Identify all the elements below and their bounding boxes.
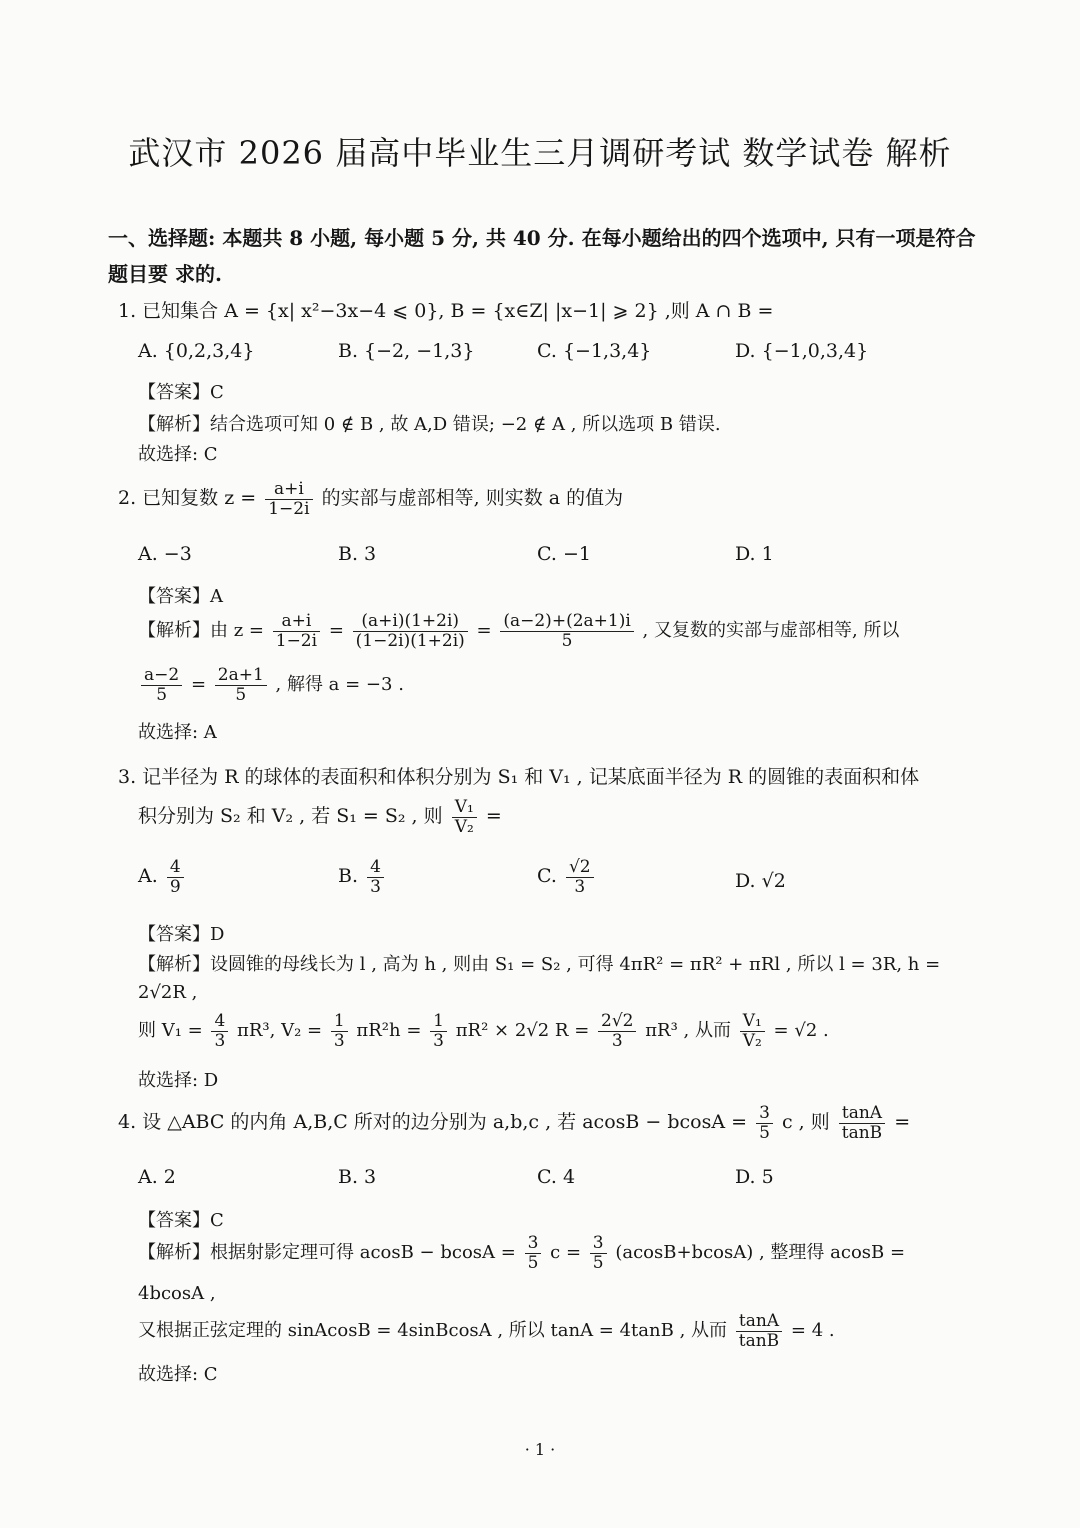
q4-l1-f1-den: 5: [527, 1252, 539, 1273]
q3-l3-d: πR² × 2√2 R =: [455, 1020, 590, 1042]
q3-opt-a-fraction: [167, 858, 184, 896]
q3-l3-frac-3: [430, 1012, 447, 1050]
q2-f2-den: (1−2i)(1+2i): [355, 630, 465, 651]
q3-l3-frac-2: [331, 1012, 348, 1050]
section-heading: 一、选择题: 本题共 8 小题, 每小题 5 分, 共 40 分. 在每小题给出的四个选项中, 只有一项是符合题目要 求的.: [108, 226, 976, 286]
q2-equals-3: =: [190, 674, 207, 696]
q2-f5-den: 5: [235, 684, 247, 705]
q1-option-c: C. {−1,3,4}: [537, 340, 652, 362]
q3-opt-c-num: √2: [566, 858, 594, 878]
q2-stem-frac-num: a+i: [265, 480, 312, 500]
page-number: · 1 ·: [524, 1440, 556, 1459]
q3-stem-line1: 3. 记半径为 R 的球体的表面积和体积分别为 S₁ 和 V₁ , 记某底面半径为 R 的圆锥的表面积和体: [118, 766, 920, 788]
q4-answer: 【答案】C: [138, 1210, 224, 1231]
q3-l3-f1-den: 3: [214, 1030, 226, 1051]
q4-l1-c: (acosB+bcosA) , 整理得 acosB =: [615, 1242, 906, 1264]
q4-stem-frac-2: [839, 1104, 885, 1142]
q3-stem-line2-suffix: =: [485, 805, 502, 828]
q1-answer: 【答案】C: [138, 382, 224, 403]
q4-option-b: B. 3: [338, 1166, 377, 1188]
q2-f3-den: 5: [561, 630, 573, 651]
q4-l1-frac-2: [590, 1234, 607, 1272]
q3-choice: 故选择: D: [138, 1070, 219, 1091]
q4-choice: 故选择: C: [138, 1364, 218, 1385]
q3-opt-b-den: 3: [370, 876, 381, 897]
q2-option-b: B. 3: [338, 543, 377, 565]
q2-stem-fraction: [265, 480, 312, 518]
q2-analysis-line2-suffix: , 解得 a = −3 .: [275, 674, 404, 696]
q3-option-a: [138, 858, 187, 896]
q4-stem-frac-1: [756, 1104, 773, 1142]
q4-option-d: D. 5: [735, 1166, 774, 1188]
q2-equals-2: =: [476, 620, 492, 642]
q2-stem: [118, 480, 623, 518]
q2-analysis-prefix: 【解析】由 z =: [138, 620, 265, 642]
q3-opt-b-num: 4: [367, 858, 384, 878]
q4-l3-f-num: tanA: [736, 1312, 782, 1332]
q4-stem-f1-num: 3: [756, 1104, 773, 1124]
q3-option-b: [338, 858, 387, 896]
q2-f1-num: a+i: [273, 612, 320, 632]
q2-analysis-suffix: , 又复数的实部与虚部相等, 所以: [642, 620, 900, 642]
q3-answer: 【答案】D: [138, 924, 225, 945]
q2-analysis-frac-1: [273, 612, 320, 650]
q3-l3-f5-den: V₂: [742, 1030, 762, 1051]
q4-l1-b: c =: [550, 1242, 582, 1264]
q1-option-b: B. {−2, −1,3}: [338, 340, 475, 362]
q3-stem-frac-num: V₁: [452, 798, 477, 818]
q4-stem-mid: c , 则: [781, 1111, 830, 1134]
q3-opt-b-label: B.: [338, 865, 359, 888]
q4-option-c: C. 4: [537, 1166, 576, 1188]
q2-equals-1: =: [328, 620, 344, 642]
q4-l1-f1-num: 3: [525, 1234, 542, 1254]
q3-l3-e: πR³ , 从而: [645, 1020, 731, 1042]
q3-l3-f4-den: 3: [611, 1030, 623, 1051]
q2-stem-suffix: 的实部与虚部相等, 则实数 a 的值为: [321, 487, 624, 510]
q2-f4-den: 5: [156, 684, 168, 705]
q3-l3-f2-den: 3: [333, 1030, 345, 1051]
q3-option-c: [537, 858, 597, 896]
q4-stem-f2-num: tanA: [839, 1104, 885, 1124]
q3-l3-frac-4: [598, 1012, 636, 1050]
q4-stem-suffix: =: [894, 1111, 911, 1134]
q2-option-d: D. 1: [735, 543, 774, 565]
q3-opt-a-num: 4: [167, 858, 184, 878]
q4-stem-prefix: 4. 设 △ABC 的内角 A,B,C 所对的边分别为 a,b,c , 若 acosB − bcosA =: [118, 1111, 748, 1134]
q2-analysis-frac-2: [353, 612, 468, 650]
q4-l3-f-den: tanB: [738, 1330, 780, 1351]
q3-l3-c: πR²h =: [356, 1020, 422, 1042]
q3-analysis-line3: [138, 1012, 829, 1050]
q3-stem-line2: [138, 798, 502, 836]
q4-analysis-line3: [138, 1312, 835, 1350]
q3-opt-c-den: 3: [574, 876, 586, 897]
q3-l3-f1-num: 4: [211, 1012, 228, 1032]
q4-analysis-line1: [138, 1234, 905, 1272]
q3-analysis-line2: 2√2R ,: [138, 982, 198, 1003]
q4-l3-frac: [736, 1312, 782, 1350]
q4-l1-a: 【解析】根据射影定理可得 acosB − bcosA =: [138, 1242, 516, 1264]
q2-f1-den: 1−2i: [275, 630, 318, 651]
q2-option-a: A. −3: [138, 543, 192, 565]
q2-f2-num: (a+i)(1+2i): [353, 612, 468, 632]
q4-l1-f2-den: 5: [592, 1252, 604, 1273]
q3-option-d: D. √2: [735, 870, 786, 892]
q2-analysis-frac-4: [141, 666, 182, 704]
q4-l1-f2-num: 3: [590, 1234, 607, 1254]
q1-option-d: D. {−1,0,3,4}: [735, 340, 869, 362]
q4-l3-a: 又根据正弦定理的 sinAcosB = 4sinBcosA , 所以 tanA = 4tanB , 从而: [138, 1320, 728, 1342]
q2-analysis-frac-5: [215, 666, 267, 704]
q3-l3-b: πR³, V₂ =: [237, 1020, 323, 1042]
q2-analysis-frac-3: [500, 612, 633, 650]
q1-option-a: A. {0,2,3,4}: [138, 340, 255, 362]
q2-f3-num: (a−2)+(2a+1)i: [500, 612, 633, 632]
q3-l3-f3-num: 1: [430, 1012, 447, 1032]
q4-stem-f1-den: 5: [759, 1122, 770, 1143]
page-title: 武汉市 2026 届高中毕业生三月调研考试 数学试卷 解析: [128, 134, 952, 172]
q3-opt-a-label: A.: [138, 865, 158, 888]
q3-l3-f5-num: V₁: [740, 1012, 765, 1032]
q2-analysis-line1: [138, 612, 899, 650]
q4-stem-f2-den: tanB: [841, 1122, 883, 1143]
q3-l3-frac-1: [211, 1012, 228, 1050]
q4-analysis-line2: 4bcosA ,: [138, 1283, 216, 1304]
q3-opt-c-fraction: [566, 858, 594, 896]
q3-l3-frac-5: [740, 1012, 765, 1050]
q3-l3-a: 则 V₁ =: [138, 1020, 203, 1042]
q3-l3-f4-num: 2√2: [598, 1012, 636, 1032]
q3-analysis-line1: 【解析】设圆锥的母线长为 l , 高为 h , 则由 S₁ = S₂ , 可得 4πR² = πR² + πRl , 所以 l = 3R, h =: [138, 954, 941, 975]
q3-l3-f3-den: 3: [433, 1030, 444, 1051]
q2-f4-num: a−2: [141, 666, 182, 686]
q2-option-c: C. −1: [537, 543, 591, 565]
q4-l3-b: = 4 .: [790, 1320, 835, 1342]
q2-choice: 故选择: A: [138, 722, 217, 743]
q4-l1-frac-1: [525, 1234, 542, 1272]
q3-opt-c-label: C.: [537, 865, 557, 888]
q3-opt-a-den: 9: [169, 876, 181, 897]
q2-stem-frac-den: 1−2i: [268, 498, 310, 519]
q3-stem-frac-den: V₂: [454, 816, 474, 837]
q3-opt-b-fraction: [367, 858, 384, 896]
q4-stem: [118, 1104, 910, 1142]
q3-l3-f: = √2 .: [773, 1020, 829, 1042]
q3-l3-f2-num: 1: [331, 1012, 348, 1032]
q1-analysis: 【解析】结合选项可知 0 ∉ B , 故 A,D 错误; −2 ∉ A , 所以选项 B 错误.: [138, 414, 721, 435]
q1-stem: 1. 已知集合 A = {x| x²−3x−4 ⩽ 0}, B = {x∈Z| |x−1| ⩾ 2} ,则 A ∩ B =: [118, 300, 774, 322]
q4-option-a: A. 2: [138, 1166, 176, 1188]
q3-stem-line2-prefix: 积分别为 S₂ 和 V₂ , 若 S₁ = S₂ , 则: [138, 805, 443, 828]
q3-stem-fraction: [452, 798, 477, 836]
q2-analysis-line2: [138, 666, 404, 704]
q1-choice: 故选择: C: [138, 444, 218, 465]
q2-f5-num: 2a+1: [215, 666, 267, 686]
q2-stem-prefix: 2. 已知复数 z =: [118, 487, 257, 510]
q2-answer: 【答案】A: [138, 586, 223, 607]
